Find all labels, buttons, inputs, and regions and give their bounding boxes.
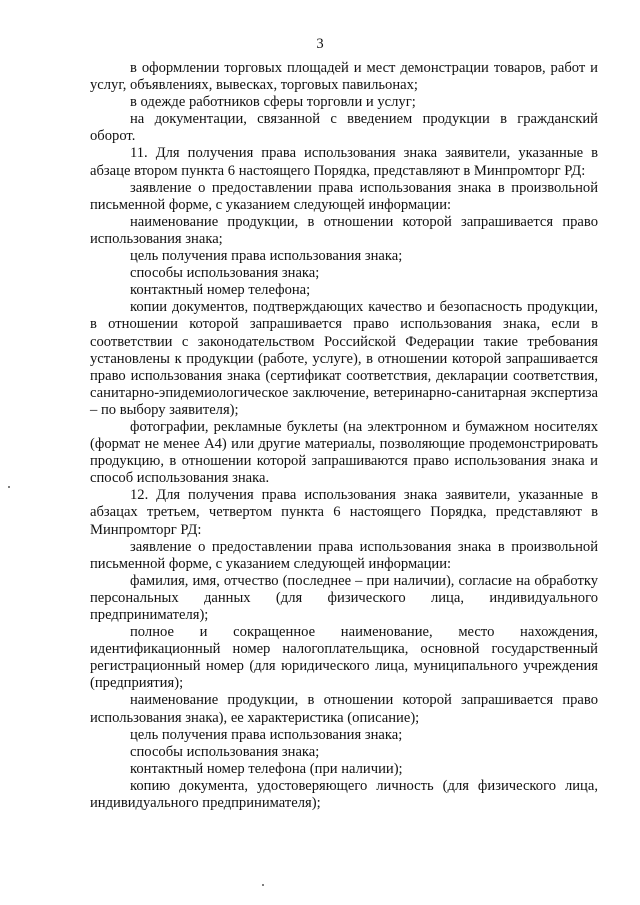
paragraph: в оформлении торговых площадей и мест демонстрации товаров, работ и услуг, объявлениях, вывесках, торговых павильонах; xyxy=(90,60,598,94)
paragraph: наименование продукции, в отношении которой запрашивается право использования знака; xyxy=(90,213,598,247)
paragraph: способы использования знака; xyxy=(130,743,320,760)
paragraph: наименование продукции, в отношении которой запрашивается право использования знака), ее характеристика (описание); xyxy=(90,692,598,726)
paragraph: в одежде работников сферы торговли и услуг; xyxy=(130,94,416,111)
paragraph: цель получения права использования знака; xyxy=(130,726,403,743)
paragraph: способы использования знака; xyxy=(130,265,320,282)
paragraph: контактный номер телефона (при наличии); xyxy=(130,760,403,777)
scan-speck xyxy=(8,486,10,488)
paragraph: фотографии, рекламные буклеты (на электронном и бумажном носителях (формат не менее А4) или другие материалы, позволяющие продемонстрировать продукцию, в отношении которой запрашиваются право использования знака и способ использования знака. xyxy=(90,418,598,487)
scan-speck xyxy=(262,884,264,886)
paragraph: копию документа, удостоверяющего личность (для физического лица, индивидуального предпринимателя); xyxy=(90,777,598,812)
paragraph: 11. Для получения права использования знака заявители, указанные в абзаце втором пункта 6 настоящего Порядка, представляют в Минпромторг РД: xyxy=(90,145,598,179)
paragraph: на документации, связанной с введением продукции в гражданский оборот. xyxy=(90,111,598,145)
paragraph: копии документов, подтверждающих качество и безопасность продукции, в отношении которой запрашивается право использования знака, если в соответствии с законодательством Российской Федерации такие требования установлены к продукции (работе, услуге), в отношении которой запрашивается право использования знака (сертификат соответствия, декларации соответствия, санитарно-эпидемиологическое заключение, ветеринарно-санитарная экспертиза – по выбору заявителя); xyxy=(90,299,598,418)
paragraph: фамилия, имя, отчество (последнее – при наличии), согласие на обработку персональных данных (для физического лица, индивидуального предпринимателя); xyxy=(90,572,598,623)
document-body xyxy=(90,60,598,812)
paragraph: контактный номер телефона; xyxy=(130,282,311,299)
paragraph: полное и сокращенное наименование, место нахождения, идентификационный номер налогоплательщика, основной государственный регистрационный номер (для юридического лица, муниципального учреждения (предприятия); xyxy=(90,624,598,692)
page-number: 3 xyxy=(316,36,324,52)
paragraph: 12. Для получения права использования знака заявители, указанные в абзацах третьем, четвертом пункта 6 настоящего Порядка, представляют в Минпромторг РД: xyxy=(90,487,598,538)
paragraph: цель получения права использования знака; xyxy=(130,248,403,265)
paragraph: заявление о предоставлении права использования знака в произвольной письменной форме, с указанием следующей информации: xyxy=(90,179,598,213)
paragraph: заявление о предоставлении права использования знака в произвольной письменной форме, с указанием следующей информации: xyxy=(90,538,598,572)
